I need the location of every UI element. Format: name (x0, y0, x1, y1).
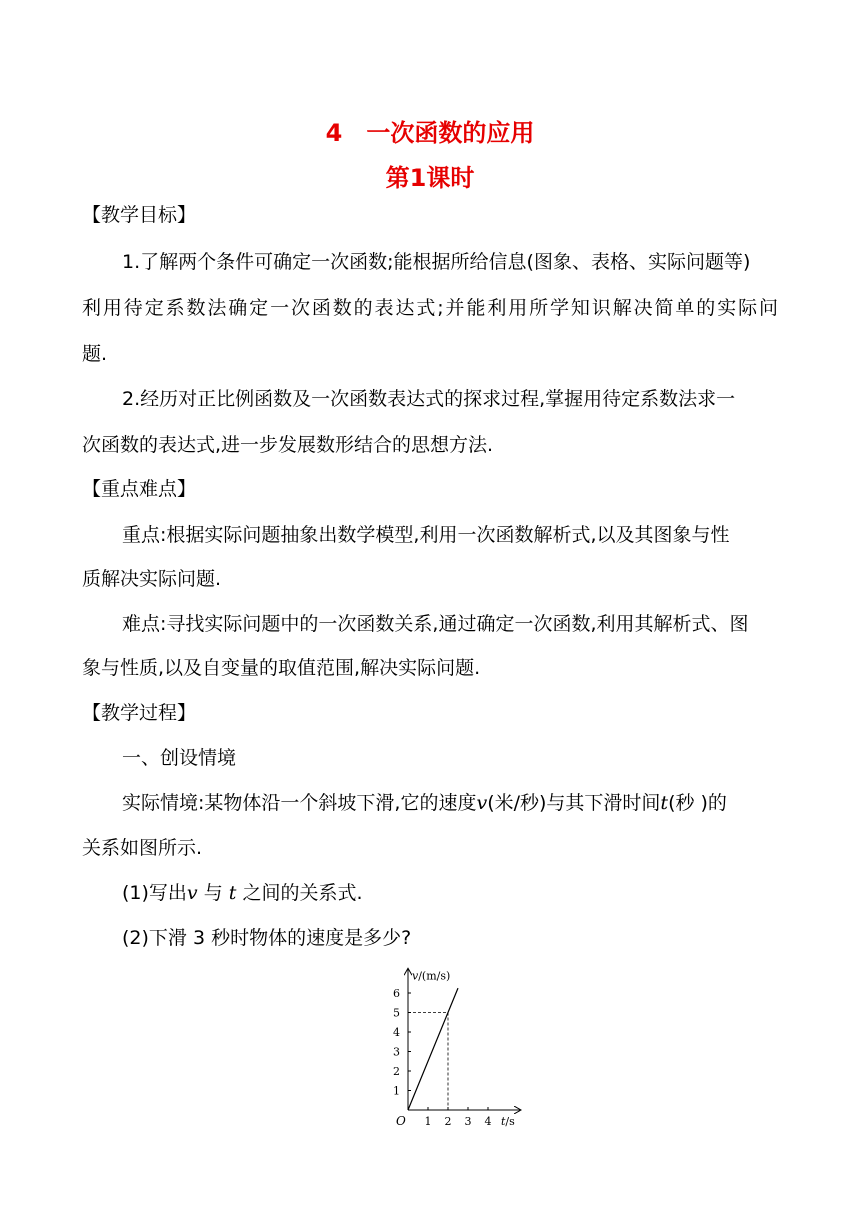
q1-var-t: t (228, 882, 237, 904)
key-points-heading: 【重点难点】 (82, 478, 197, 500)
lesson-title: 4 一次函数的应用 (325, 119, 535, 147)
q1-var-v: v (186, 882, 198, 904)
goals-heading: 【教学目标】 (82, 204, 197, 226)
var-v: v (476, 792, 488, 814)
y-tick-label: 4 (393, 1026, 400, 1039)
x-tick-label: 4 (484, 1115, 492, 1128)
x-tick-label: 3 (464, 1115, 472, 1128)
y-tick-label: 1 (393, 1084, 400, 1098)
difficulty-line2: 象与性质,以及自变量的取值范围,解决实际问题. (82, 657, 481, 679)
goal1-line1: 1.了解两个条件可确定一次函数;能根据所给信息(图象、表格、实际问题等) (122, 251, 751, 273)
situation-text-c: (秒 )的 (668, 792, 727, 814)
origin-label: O (396, 1114, 406, 1128)
x-axis-label: t/s (501, 1115, 515, 1128)
velocity-time-graph (380, 960, 540, 1130)
var-t: t (660, 792, 669, 814)
question-1 (122, 881, 363, 905)
question-2: (2)下滑 3 秒时物体的速度是多少? (122, 927, 412, 949)
goal1-line2: 利用待定系数法确定一次函数的表达式;并能利用所学知识解决简单的实际问 (82, 297, 778, 319)
key-point-line1: 重点:根据实际问题抽象出数学模型,利用一次函数解析式,以及其图象与性 (122, 524, 730, 546)
y-tick-label: 2 (393, 1065, 400, 1078)
y-tick-label: 6 (393, 987, 400, 1000)
lesson-subtitle: 第1课时 (385, 164, 475, 192)
section-heading: 一、创设情境 (122, 747, 237, 769)
goal2-line1: 2.经历对正比例函数及一次函数表达式的探求过程,掌握用待定系数法求一 (122, 388, 736, 410)
y-axis-label: v/(m/s) (412, 969, 451, 983)
goal2-line2: 次函数的表达式,进一步发展数形结合的思想方法. (82, 434, 494, 456)
situation-text-b: (米/秒)与其下滑时间 (487, 792, 661, 814)
q1-text-a: (1)写出 (122, 882, 187, 904)
goal1-line3: 题. (82, 343, 108, 365)
situation-line1 (122, 791, 727, 815)
situation-text-a: 实际情境:某物体沿一个斜坡下滑,它的速度 (122, 792, 477, 814)
y-tick-label: 5 (393, 1006, 400, 1020)
q1-text-b: 与 (203, 882, 223, 904)
x-tick-label: 2 (444, 1115, 452, 1128)
difficulty-line1: 难点:寻找实际问题中的一次函数关系,通过确定一次函数,利用其解析式、图 (122, 613, 749, 635)
situation-line2: 关系如图所示. (82, 837, 203, 859)
y-tick-label: 3 (393, 1045, 400, 1059)
process-heading: 【教学过程】 (82, 702, 197, 724)
series-line (408, 988, 458, 1110)
x-tick-label: 1 (424, 1115, 432, 1128)
key-point-line2: 质解决实际问题. (82, 568, 222, 590)
q1-text-c: 之间的关系式. (242, 882, 363, 904)
